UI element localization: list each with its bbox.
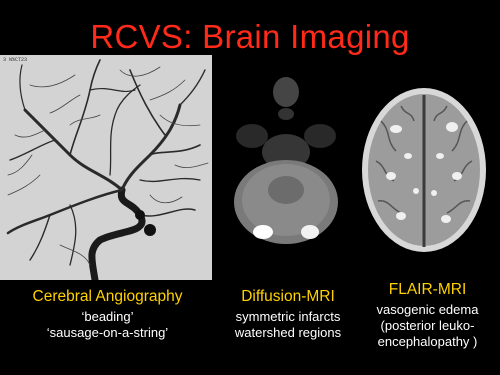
diffusion-mri-image: [218, 72, 353, 252]
angiography-corner-label: 3 N%CT23: [3, 57, 28, 63]
diffusion-heading: Diffusion-MRI: [241, 288, 335, 305]
flair-heading: FLAIR-MRI: [388, 281, 467, 298]
angiography-caption: [0, 287, 215, 341]
flair-mri-image: [356, 81, 492, 259]
angiography-heading: Cerebral Angiography: [32, 288, 183, 305]
flair-caption-line-2: (posterior leuko-: [380, 318, 475, 333]
angiography-caption-line-1: ‘beading’: [81, 309, 134, 324]
flair-caption: [355, 280, 500, 350]
angiography-caption-line-2: ‘sausage-on-a-string’: [46, 325, 169, 340]
slide-title: RCVS: Brain Imaging: [90, 18, 410, 55]
flair-caption-line-1: vasogenic edema: [376, 302, 479, 317]
flair-caption-line-3: encephalopathy ): [377, 334, 478, 349]
diffusion-caption-line-2: watershed regions: [234, 325, 342, 340]
diffusion-caption-line-1: symmetric infarcts: [235, 309, 341, 324]
angiography-image: [0, 55, 212, 280]
diffusion-caption: [218, 287, 358, 341]
